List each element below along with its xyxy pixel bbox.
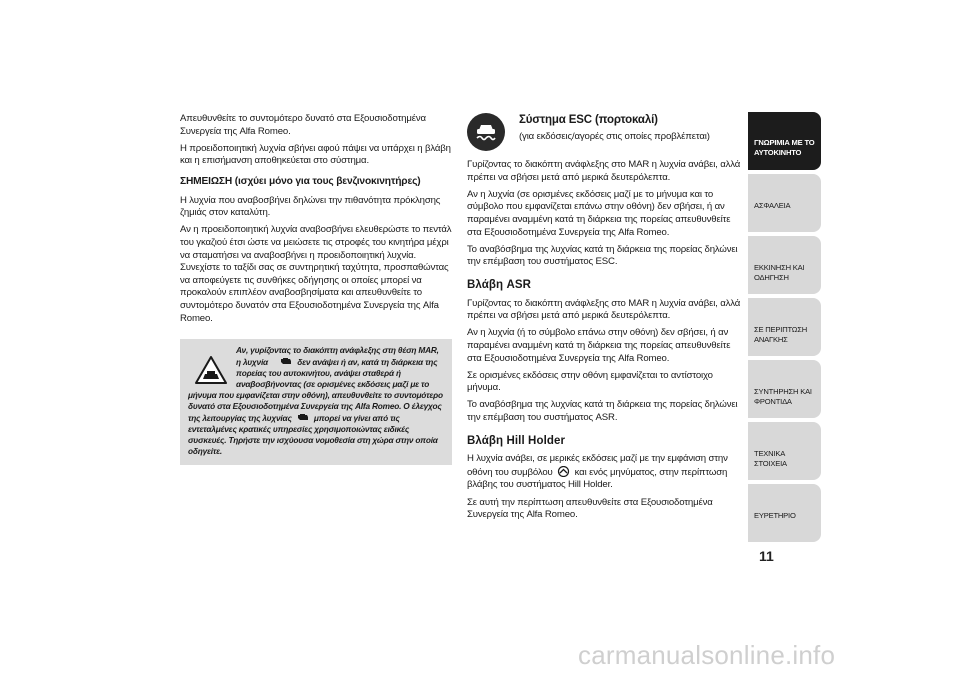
tab-emergency[interactable]: ΣΕ ΠΕΡΙΠΤΩΣΗ ΑΝΑΓΚΗΣ — [748, 298, 821, 356]
tab-technical-data[interactable]: ΤΕΧΝΙΚΑ ΣΤΟΙΧΕΙΑ — [748, 422, 821, 480]
section-title-esc: Σύστημα ESC (πορτοκαλί) — [519, 114, 658, 126]
tab-maintenance[interactable]: ΣΥΝΤΗΡΗΣΗ ΚΑΙ ΦΡΟΝΤΙΔΑ — [748, 360, 821, 418]
paragraph: Η προειδοποιητική λυχνία σβήνει αφού πάψει να υπάρχει η βλάβη και η επισήμανση αποθηκεύεται στο σύστημα. — [180, 142, 451, 167]
hill-text-2: και ενός μηνύματος, στην περίπτωση βλάβης του συστήματος Hill Holder. — [467, 466, 728, 491]
paragraph: Απευθυνθείτε το συντομότερο δυνατό στα Εξουσιοδοτημένα Συνεργεία της Alfa Romeo. — [180, 113, 426, 137]
paragraph — [467, 453, 742, 492]
tab-starting-driving[interactable]: ΕΚΚΙΝΗΣΗ ΚΑΙ ΟΔΗΓΗΣΗ — [748, 236, 821, 294]
hill-text-1: Η λυχνία ανάβει, σε μερικές εκδόσεις μαζί με την εμφάνιση στην οθόνη του συμβόλου — [467, 453, 728, 478]
note-heading: ΣΗΜΕΙΩΣΗ (ισχύει μόνο για τους βενζινοκινητήρες) — [180, 175, 421, 187]
paragraph: Αν η λυχνία (σε ορισμένες εκδόσεις μαζί με το μήνυμα και το σύμβολο που εμφανίζεται επάνω στην οθόνη) δεν σβήσει, ή αν παραμένει αναμμένη κατά τη διάρκεια της πορείας απευθυνθείτε στα Εξουσιοδοτημένα Συνεργεία της Alfa Romeo. — [467, 188, 731, 238]
paragraph: Σε ορισμένες εκδόσεις στην οθόνη εμφανίζεται το αντίστοιχο μήνυμα. — [467, 369, 713, 394]
warning-text-1: Αν, γυρίζοντας το διακόπτη ανάφλεξης στη θέση MAR, η λυχνία — [236, 345, 439, 368]
warning-text-3: μπορεί να γίνει από τις εντεταλμένες κρατικές υπηρεσίες χρησιμοποιώντας ειδικές συσκευές. Τηρήστε την ισχύουσα νομοθεσία στη χώρα στην οποία οδηγείτε. — [188, 413, 438, 457]
chapter-tabs — [748, 112, 821, 546]
hill-holder-icon — [557, 466, 570, 477]
paragraph: Η λυχνία που αναβοσβήνει δηλώνει την πιθανότητα πρόκλησης ζημιάς στον καταλύτη. — [180, 194, 441, 219]
paragraph: Σε αυτή την περίπτωση απευθυνθείτε στα Εξουσιοδοτημένα Συνεργεία της Alfa Romeo. — [467, 496, 713, 521]
warning-triangle-icon — [194, 355, 228, 385]
paragraph: Γυρίζοντας το διακόπτη ανάφλεξης στο MAR η λυχνία ανάβει, αλλά πρέπει να σβήσει μετά από μερικά δευτερόλεπτα. — [467, 159, 741, 183]
watermark: carmanualsonline.info — [578, 640, 836, 670]
section-title-hill-holder: Βλάβη Hill Holder — [467, 434, 566, 447]
paragraph: Γυρίζοντας το διακόπτη ανάφλεξης στο MAR η λυχνία ανάβει, αλλά πρέπει να σβήσει μετά από μερικά δευτερόλεπτα. — [467, 297, 741, 322]
esc-header — [467, 113, 742, 151]
tab-index[interactable]: ΕΥΡΕΤΗΡΙΟ — [748, 484, 821, 542]
engine-check-icon — [297, 412, 309, 422]
section-subtitle-esc: (για εκδόσεις/αγορές στις οποίες προβλέπεται) — [519, 130, 710, 142]
tab-safety[interactable]: ΑΣΦΑΛΕΙΑ — [748, 174, 821, 232]
section-title-asr: Βλάβη ASR — [467, 278, 532, 291]
paragraph: Το αναβόσβημα της λυχνίας κατά τη διάρκεια της πορείας δηλώνει την επέμβαση του συστήματος ESC. — [467, 243, 738, 268]
esc-skid-icon — [467, 113, 505, 151]
left-column — [180, 113, 452, 465]
paragraph: Αν η προειδοποιητική λυχνία αναβοσβήνει ελευθερώστε το πεντάλ του γκαζιού έτσι ώστε να μειώσετε τις στροφές του κινητήρα μέχρι να σταματήσει να αναβοσβήνει η προειδοποιητική λυχνία. Συνεχίστε το ταξίδι σας σε συντηρητική ταχύτητα, προσπαθώντας να αποφεύγετε τις συνθήκες οδήγησης οι οποίες μπορεί να προκαλούν επιπλέον αναβοσβησίματα και απευθυνθείτε το συντομότερο δυνατόν στα Εξουσιοδοτημένα Συνεργεία της Alfa Romeo. — [180, 224, 452, 324]
tab-getting-to-know[interactable]: ΓΝΩΡΙΜΙΑ ΜΕ ΤΟ ΑΥΤΟΚΙΝΗΤΟ — [748, 112, 821, 170]
warning-box — [180, 339, 452, 465]
warning-text-2: δεν ανάψει ή αν, κατά τη διάρκεια της πορείας του αυτοκινήτου, ανάψει σταθερά ή αναβοσβήνοντας (σε ορισμένες εκδόσεις μαζί με το μήνυμα που εμφανίζεται στην οθόνη), απευθυνθείτε το συντομότερο δυνατό στα Εξουσιοδοτημένα Συνεργεία της Alfa Romeo. Ο έλεγχος της λειτουργίας της λυχνίας — [188, 357, 443, 424]
engine-check-icon — [280, 356, 292, 366]
paragraph: Το αναβόσβημα της λυχνίας κατά τη διάρκεια της πορείας δηλώνει την επέμβαση του συστήματος ASR. — [467, 399, 738, 424]
right-column — [467, 113, 742, 526]
paragraph: Αν η λυχνία (ή το σύμβολο επάνω στην οθόνη) δεν σβήσει, ή αν παραμένει αναμμένη κατά τη διάρκεια της πορείας απευθυνθείτε στα Εξουσιοδοτημένα Συνεργεία της Alfa Romeo. — [467, 327, 731, 364]
page-number: 11 — [759, 548, 774, 564]
